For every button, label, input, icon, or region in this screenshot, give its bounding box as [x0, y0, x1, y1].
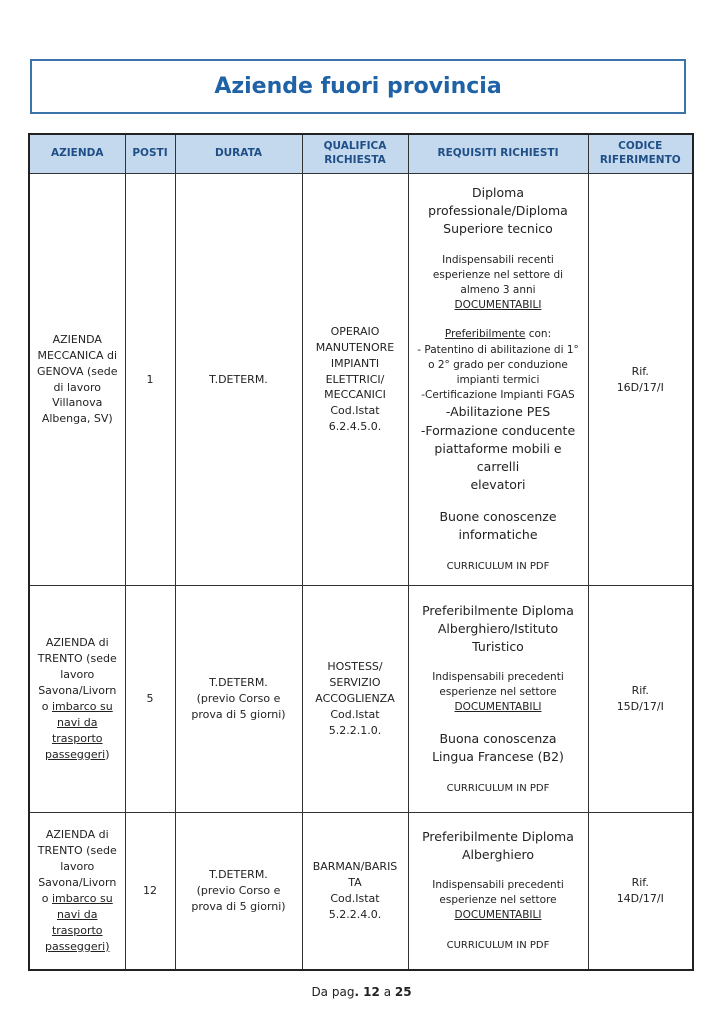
header-qualifica-line1: QUALIFICA: [323, 140, 387, 153]
req-line: Diploma: [472, 185, 524, 201]
header-codice: [588, 134, 693, 174]
qualifica-line: OPERAIO: [330, 324, 380, 338]
header-posti: POSTI: [125, 134, 175, 174]
qualifica-line: MANUTENORE: [315, 340, 395, 354]
req-line: informatiche: [458, 527, 538, 543]
req-line: Indispensabili precedenti: [432, 670, 564, 683]
cell-codice: [588, 174, 693, 586]
req-line: Alberghiero/Istituto: [437, 620, 559, 636]
header-durata: DURATA: [175, 134, 302, 174]
cell-qualifica: [302, 586, 408, 813]
codice-line: 16D/17/I: [616, 380, 664, 394]
cell-qualifica: [302, 813, 408, 970]
azienda-line: Albenga, SV): [41, 412, 113, 426]
req-line: - Patentino di abilitazione di 1°: [417, 343, 579, 356]
qualifica-line: 5.2.2.4.0.: [328, 907, 382, 921]
azienda-line: lavoro: [60, 668, 95, 682]
requisiti-esperienza: [412, 253, 585, 314]
header-azienda: AZIENDA: [29, 134, 125, 174]
req-line: almeno 3 anni: [460, 283, 536, 296]
durata-line: (previo Corso e: [196, 883, 281, 897]
azienda-line-underlined: navi da: [57, 715, 98, 729]
curriculum-note: CURRICULUM IN PDF: [446, 940, 550, 952]
req-line: Preferibilmente Diploma: [422, 602, 574, 618]
req-line: piattaforme mobili e carrelli: [434, 440, 562, 474]
documentabili-label: DOCUMENTABILI: [454, 299, 542, 312]
title-box: [30, 59, 686, 114]
qualifica-line: ACCOGLIENZA: [315, 692, 395, 706]
req-line: Buone conoscenze: [439, 509, 557, 525]
qualifica-line: ELETTRICI/: [325, 372, 385, 386]
req-line: Alberghiero: [461, 846, 535, 862]
table-row: [29, 586, 693, 813]
azienda-line-underlined: navi da: [57, 907, 98, 921]
requisiti-titolo: [412, 184, 585, 238]
cell-azienda: [29, 174, 125, 586]
azienda-line: TRENTO (sede: [37, 843, 117, 857]
footer-page: . 12: [354, 985, 380, 999]
cell-durata: [175, 813, 302, 970]
azienda-line-underlined: passeggeri: [44, 747, 106, 761]
footer-total: 25: [394, 985, 412, 999]
requisiti-extra: [412, 730, 585, 766]
cell-azienda: [29, 813, 125, 970]
azienda-line: AZIENDA: [52, 332, 102, 346]
req-line: esperienze nel settore: [439, 894, 557, 907]
page-title: Aziende fuori provincia: [214, 74, 502, 99]
header-qualifica-line2: RICHIESTA: [324, 154, 386, 166]
qualifica-line: Cod.Istat: [330, 891, 380, 905]
qualifica-line: Cod.Istat: [330, 707, 380, 721]
azienda-line: AZIENDA di: [45, 828, 109, 841]
req-line: Superiore tecnico: [443, 221, 553, 237]
req-line: o 2° grado per conduzione: [428, 358, 568, 371]
azienda-line: AZIENDA di: [45, 636, 109, 650]
qualifica-line: BARMAN/BARIS: [312, 859, 398, 873]
req-line: professionale/Diploma: [428, 203, 568, 219]
azienda-line: di lavoro: [53, 380, 102, 394]
azienda-line: TRENTO (sede: [37, 652, 117, 666]
requisiti-titolo: [412, 828, 585, 864]
qualifica-line: IMPIANTI: [330, 356, 380, 370]
azienda-line: GENOVA (sede: [36, 364, 118, 378]
req-line: Lingua Francese (B2): [432, 748, 564, 764]
qualifica-line: 6.2.4.5.0.: [328, 420, 382, 434]
azienda-line: lavoro: [60, 859, 95, 873]
curriculum-note: CURRICULUM IN PDF: [446, 561, 550, 573]
codice-line: Rif.: [631, 684, 649, 698]
codice-line: 14D/17/I: [616, 891, 664, 905]
req-line: Indispensabili recenti: [442, 253, 554, 266]
req-line: Preferibilmente Diploma: [422, 828, 574, 844]
preferibilmente-label: Preferibilmente: [444, 328, 526, 341]
header-codice-line1: CODICE: [618, 140, 663, 153]
req-line: esperienze nel settore di: [432, 268, 564, 281]
req-line: -Abilitazione PES: [445, 404, 551, 420]
pref-con: con:: [525, 328, 552, 341]
azienda-tail: ): [105, 747, 110, 761]
requisiti-preferibilmente-extra: [412, 403, 585, 494]
curriculum-note: CURRICULUM IN PDF: [446, 782, 550, 794]
codice-line: Rif.: [631, 875, 649, 889]
qualifica-line: HOSTESS/: [327, 660, 383, 674]
documentabili-label: DOCUMENTABILI: [454, 909, 542, 922]
table-row: [29, 174, 693, 586]
cell-posti: 5: [125, 586, 175, 813]
azienda-line: Savona/Livorn: [38, 875, 117, 889]
codice-line: 15D/17/I: [616, 700, 664, 713]
azienda-line-underlined: trasporto: [51, 923, 103, 937]
req-line: -Certificazione Impianti FGAS: [421, 389, 575, 402]
cell-durata: [175, 586, 302, 813]
azienda-line: Villanova: [52, 396, 103, 410]
footer-prefix: Da pag: [311, 985, 355, 999]
azienda-line: o: [41, 700, 52, 713]
requisiti-esperienza: [412, 878, 585, 924]
cell-azienda: [29, 586, 125, 813]
documentabili-label: DOCUMENTABILI: [454, 701, 542, 714]
cell-requisiti: [408, 586, 588, 813]
codice-line: Rif.: [631, 364, 649, 378]
cell-posti: 12: [125, 813, 175, 970]
job-offers-table: [28, 133, 694, 971]
header-requisiti: REQUISITI RICHIESTI: [408, 134, 588, 174]
header-qualifica: [302, 134, 408, 174]
requisiti-esperienza: [412, 670, 585, 716]
table-row: [29, 813, 693, 970]
durata-line: T.DETERM.: [209, 867, 268, 881]
cell-requisiti: [408, 813, 588, 970]
req-line: Buona conoscenza: [439, 730, 557, 746]
durata-line: (previo Corso e: [196, 692, 281, 706]
req-line: esperienze nel settore: [439, 686, 557, 699]
azienda-line-underlined: passeggeri): [44, 939, 110, 953]
cell-qualifica: [302, 174, 408, 586]
header-codice-line2: RIFERIMENTO: [599, 154, 681, 166]
req-line: impianti termici: [456, 374, 540, 387]
req-line: -Formazione conducente: [420, 422, 576, 438]
azienda-line: MECCANICA di: [37, 348, 118, 362]
azienda-line-underlined: imbarco su: [51, 891, 113, 905]
durata-line: T.DETERM.: [209, 676, 268, 690]
azienda-line: o: [41, 891, 52, 905]
azienda-line-underlined: imbarco su: [51, 700, 113, 713]
qualifica-line: TA: [348, 875, 362, 889]
req-line: elevatori: [470, 476, 526, 492]
cell-requisiti: [408, 174, 588, 586]
qualifica-line: 5.2.2.1.0.: [328, 723, 382, 737]
azienda-line-underlined: trasporto: [51, 731, 103, 745]
cell-codice: [588, 586, 693, 813]
requisiti-preferibilmente: [412, 327, 585, 403]
qualifica-line: Cod.Istat: [330, 404, 380, 418]
requisiti-extra: [412, 508, 585, 544]
page-footer: [0, 985, 723, 999]
req-line: Indispensabili precedenti: [432, 878, 564, 891]
durata-line: prova di 5 giorni): [191, 899, 286, 913]
footer-sep: a: [379, 985, 395, 999]
durata-line: prova di 5 giorni): [191, 707, 286, 721]
cell-durata: [175, 174, 302, 586]
cell-posti: 1: [125, 174, 175, 586]
azienda-line: Savona/Livorn: [38, 684, 117, 698]
durata-line: T.DETERM.: [209, 372, 268, 386]
qualifica-line: MECCANICI: [324, 388, 386, 402]
qualifica-line: SERVIZIO: [329, 676, 381, 690]
cell-codice: [588, 813, 693, 970]
table-header-row: [29, 134, 693, 174]
req-line: Turistico: [472, 638, 524, 654]
requisiti-titolo: [412, 602, 585, 656]
